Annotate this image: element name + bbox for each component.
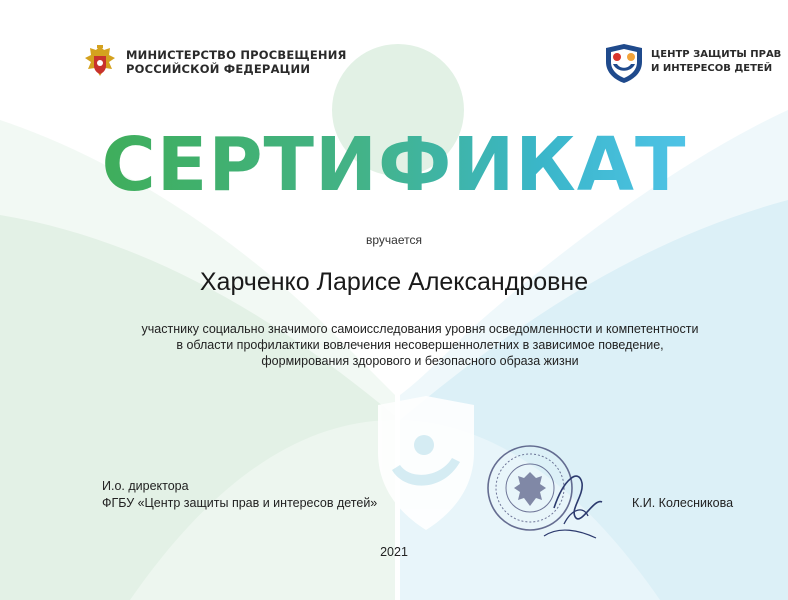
ministry-name-line2: РОССИЙСКОЙ ФЕДЕРАЦИИ <box>126 62 311 76</box>
description-line: формирования здорового и безопасного образа жизни <box>261 354 579 368</box>
certificate-title-text: СЕРТИФИКАТ <box>101 122 687 208</box>
signer-position-line1: И.о. директора <box>102 479 189 493</box>
ministry-header <box>82 42 347 82</box>
ministry-name-line1: МИНИСТЕРСТВО ПРОСВЕЩЕНИЯ <box>126 48 347 62</box>
certificate-description <box>70 321 770 369</box>
signer-position-line2: ФГБУ «Центр защиты прав и интересов детей» <box>102 496 378 510</box>
center-name-line2: И ИНТЕРЕСОВ ДЕТЕЙ <box>651 63 773 74</box>
recipient-name: Харченко Ларисе Александровне <box>199 268 589 296</box>
center-header <box>603 40 781 84</box>
description-line: в области профилактики вовлечения несовершеннолетних в зависимое поведение, <box>176 338 664 352</box>
center-name-line1: ЦЕНТР ЗАЩИТЫ ПРАВ <box>651 49 782 60</box>
center-logo-icon <box>603 40 645 84</box>
certificate-title <box>0 120 788 210</box>
official-seal-stamp <box>484 438 612 548</box>
presented-to-label: вручается <box>366 233 422 247</box>
russian-emblem-icon <box>82 42 118 82</box>
signer-position <box>102 478 377 512</box>
director-name: К.И. Колесникова <box>632 496 734 510</box>
description-line: участнику социально значимого самоисследования уровня осведомленности и компетентности <box>141 322 699 336</box>
certificate-year: 2021 <box>380 545 408 559</box>
